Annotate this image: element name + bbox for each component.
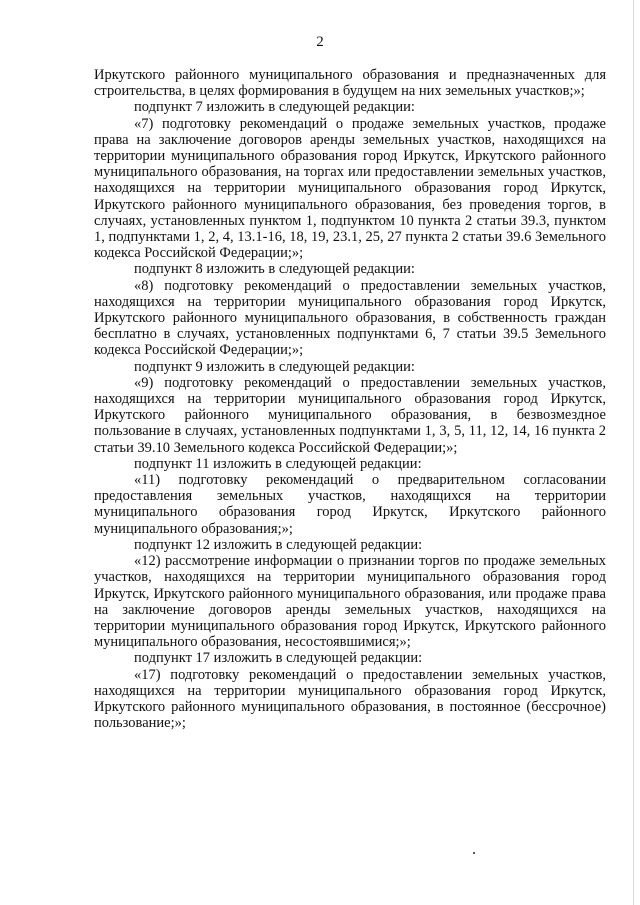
document-body [94, 67, 606, 731]
paragraph-10: подпункт 12 изложить в следующей редакции: [134, 536, 423, 553]
paragraph-8: подпункт 11 изложить в следующей редакции: [134, 455, 422, 472]
paragraph-12: подпункт 17 изложить в следующей редакции: [134, 650, 423, 667]
paragraph-3: «7) подготовку рекомендаций о продаже земельных участков, продаже права на заключение договоров аренды земельных участков, находящихся на территории муниципального образования город Иркутск, Иркутского районного муниципального образования, на торгах или предоставлении земельных участков, находящихся на территории муниципального образования город Иркутск, Иркутского районного муниципального образования, без проведения торгов, в случаях, установленных пунктом 1, подпунктом 10 пункта 2 статьи 39.3, пунктом 1, подпунктами 1, 2, 4, 13.1-16, 18, 19, 23.1, 25, 27 пункта 2 статьи 39.6 Земельного кодекса Российской Федерации;»; [94, 115, 606, 262]
paragraph-1: Иркутского районного муниципального образования и предназначенных для строительства, в целях формирования в будущем на них земельных участков;»; [94, 67, 606, 100]
scan-speck [473, 852, 475, 854]
paragraph-5: «8) подготовку рекомендаций о предоставлении земельных участков, находящихся на территории муниципального образования город Иркутск, Иркутского районного муниципального образования, в собственность граждан бесплатно в случаях, установленных подпунктами 6, 7 статьи 39.5 Земельного кодекса Российской Федерации;»; [94, 277, 606, 359]
paragraph-13: «17) подготовку рекомендаций о предоставлении земельных участков, находящихся на территории муниципального образования город Иркутск, Иркутского районного муниципального образования, в постоянное (бессрочное) пользование;»; [94, 666, 606, 732]
paragraph-4: подпункт 8 изложить в следующей редакции: [134, 261, 415, 278]
paragraph-2: подпункт 7 изложить в следующей редакции: [134, 99, 415, 116]
page-number: 2 [316, 34, 324, 50]
paragraph-7: «9) подготовку рекомендаций о предоставлении земельных участков, находящихся на территории муниципального образования город Иркутск, Иркутского районного муниципального образования, в безвозмездное пользование в случаях, установленных подпунктами 1, 3, 5, 11, 12, 14, 16 пункта 2 статьи 39.10 Земельного кодекса Российской Федерации;»; [94, 374, 606, 456]
paragraph-9: «11) подготовку рекомендаций о предварительном согласовании предоставления земельных участков, находящихся на территории муниципального образования город Иркутск, Иркутского районного муниципального образования;»; [94, 472, 606, 537]
paragraph-11: «12) рассмотрение информации о признании торгов по продаже земельных участков, находящихся на территории муниципального образования город Иркутск, Иркутского районного муниципального образования, или продаже права на заключение договоров аренды земельных участков, находящихся на территории муниципального образования город Иркутск, Иркутского районного муниципального образования, несостоявшимися;»; [94, 553, 606, 651]
paragraph-6: подпункт 9 изложить в следующей редакции: [134, 358, 415, 375]
page-edge-line [633, 0, 634, 905]
